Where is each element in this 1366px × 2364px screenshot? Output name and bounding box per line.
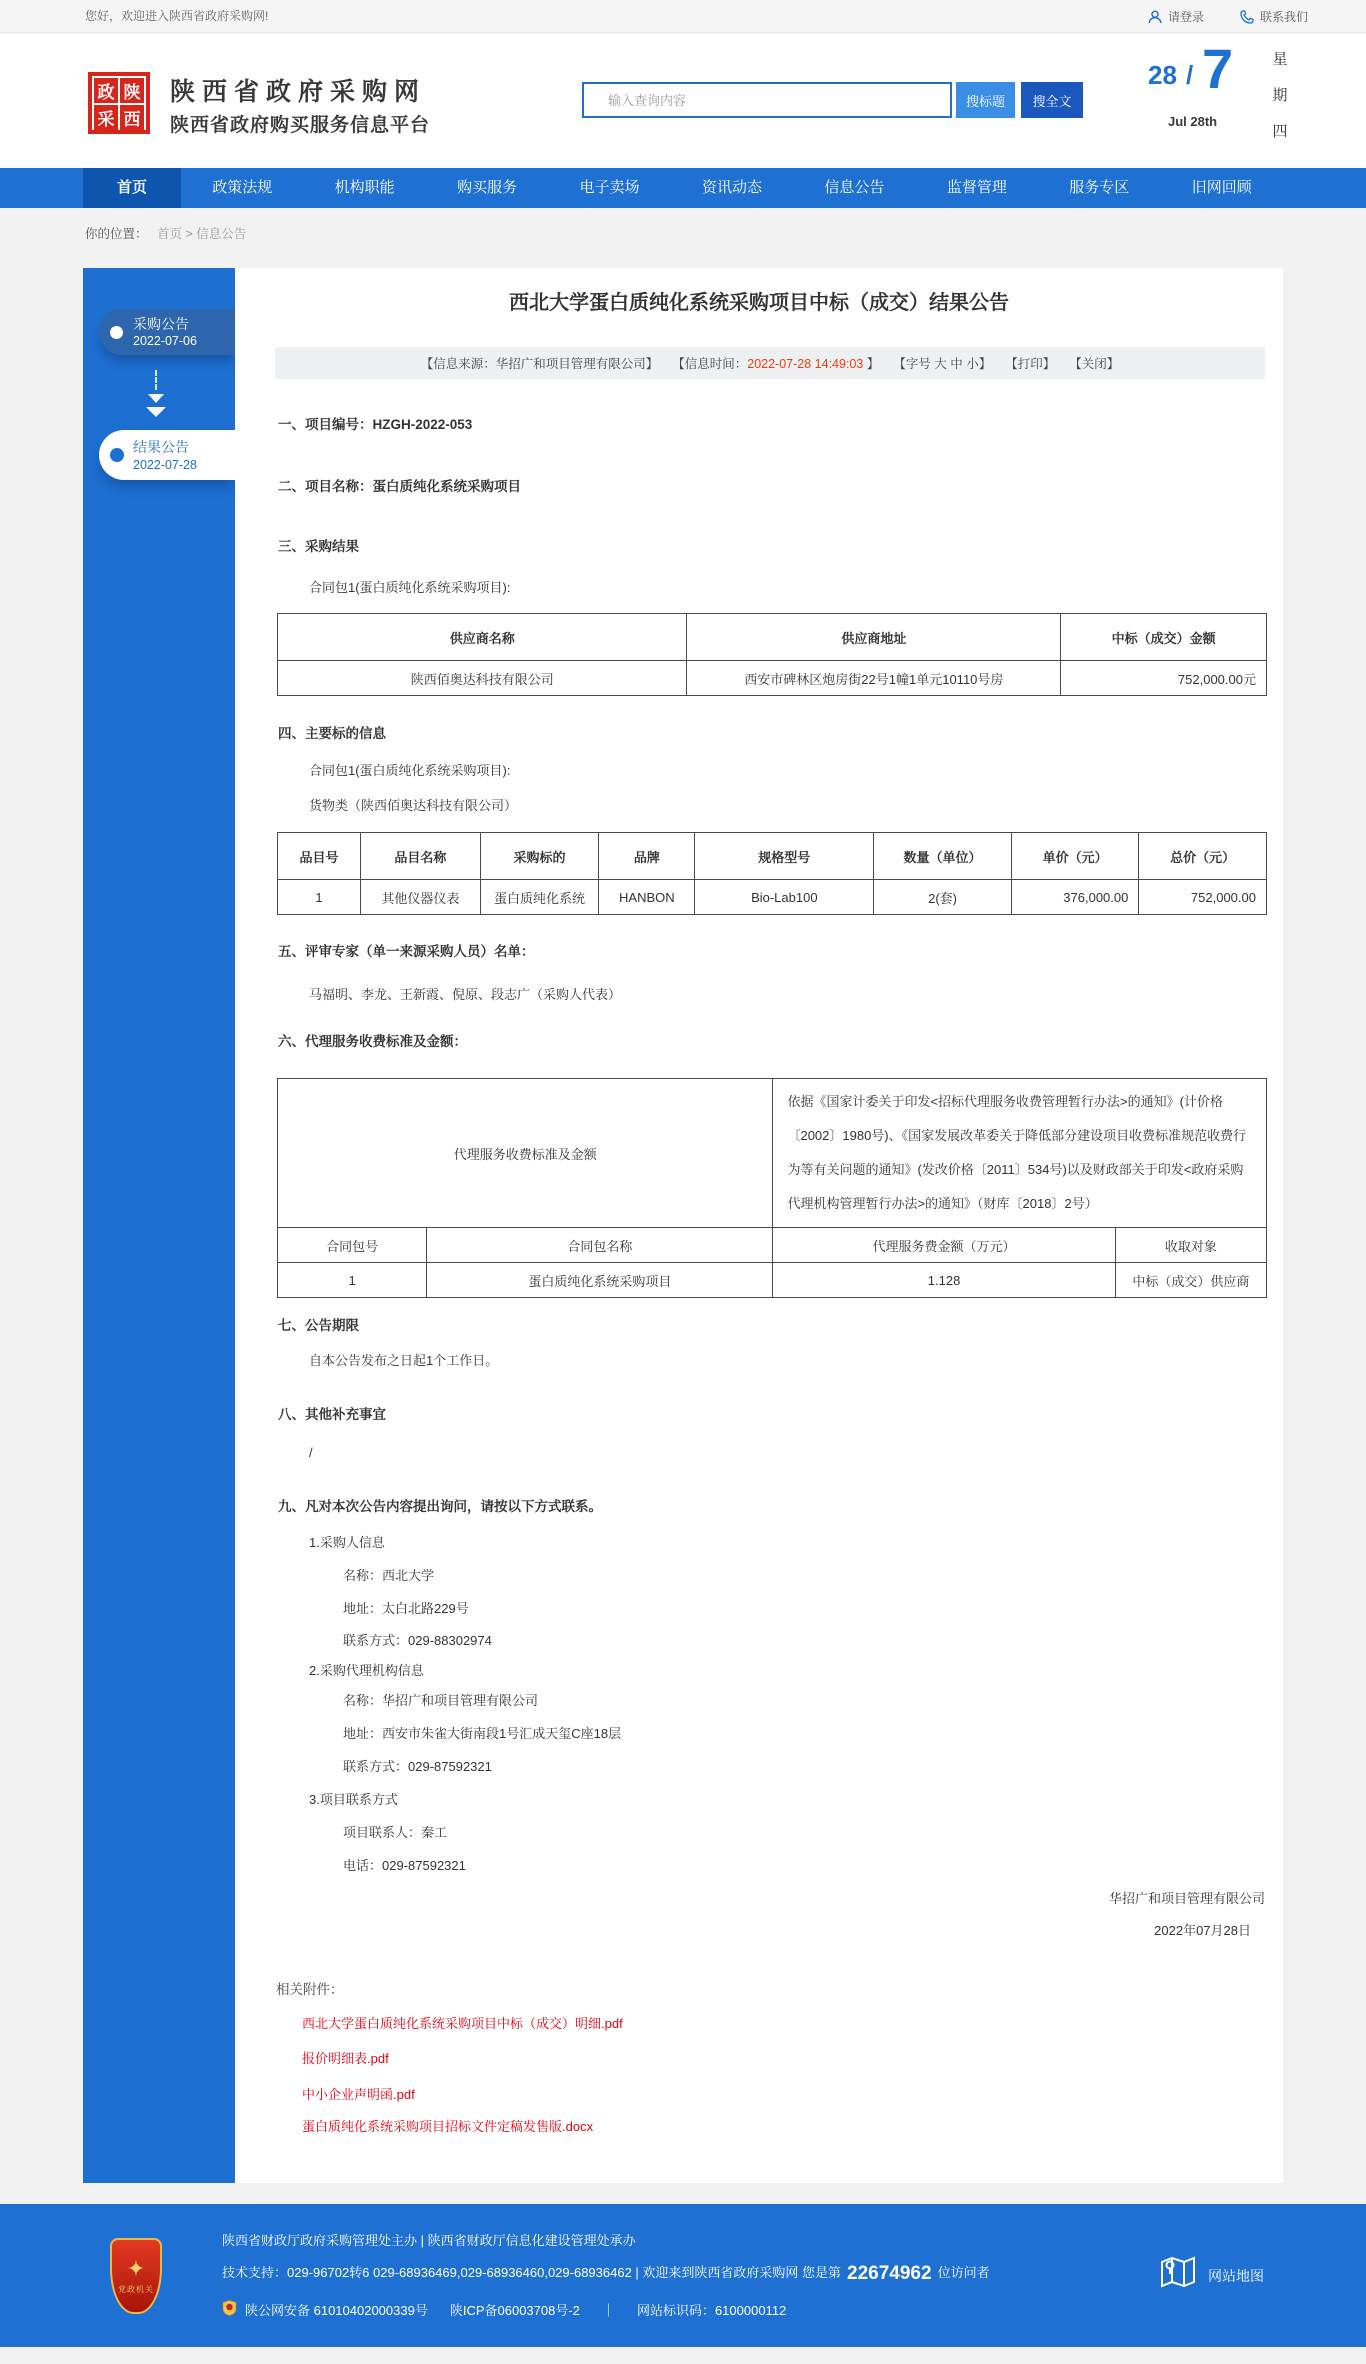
topbar-right xyxy=(1148,0,1308,33)
weekday-vertical xyxy=(1272,42,1288,150)
weekday-char: 星 xyxy=(1272,51,1288,68)
sidebar-item-title: 采购公告 xyxy=(133,316,189,332)
phone-icon xyxy=(1240,10,1254,24)
project-contact-person: 项目联系人：秦工 xyxy=(343,1825,448,1840)
timeline-arrow-icon xyxy=(148,394,164,403)
purchaser-info-title: 1.采购人信息 xyxy=(309,1535,385,1550)
logo-char: 西 xyxy=(120,105,144,130)
icp-record-link[interactable]: 陕ICP备06003708号-2 xyxy=(449,2303,580,2318)
header-cell: 单价（元） xyxy=(1011,833,1139,880)
nav-item-e-marketplace[interactable]: 电子卖场 xyxy=(579,179,640,196)
cell-package-no: 1 xyxy=(278,1263,427,1298)
purchaser-phone: 联系方式：029-88302974 xyxy=(343,1633,492,1648)
weekday-char: 期 xyxy=(1272,87,1288,104)
agency-info-title: 2.采购代理机构信息 xyxy=(309,1663,424,1678)
table-row xyxy=(278,880,1267,915)
nav-item-service-zone[interactable]: 服务专区 xyxy=(1069,179,1130,196)
footer-registration-line xyxy=(222,2300,786,2319)
cell-fee-standard-basis: 依据《国家计委关于印发<招标代理服务收费管理暂行办法>的通知》(计价格〔2002〕1980号)、《国家发展改革委关于降低部分建设项目收费标准规范收费行为等有关问题的通知》(发改价格〔2011〕534号)以及财政部关于印发<政府采购代理机构管理暂行办法>的通知》（财库〔2018〕2号） xyxy=(773,1079,1267,1228)
header-cell: 数量（单位） xyxy=(874,833,1011,880)
sitemap-link[interactable]: 网站地图 xyxy=(1208,2268,1264,2284)
footer-organizer-line: 陕西省财政厅政府采购管理处主办 | 陕西省财政厅信息化建设管理处承办 xyxy=(222,2233,636,2248)
meta-time-prefix: 【信息时间： xyxy=(672,357,748,371)
header-cell: 收取对象 xyxy=(1115,1228,1266,1263)
content-panel xyxy=(235,268,1283,2183)
logo-seal xyxy=(94,78,144,128)
top-bar xyxy=(0,0,1366,33)
cell-award-amount: 752,000.00元 xyxy=(1061,661,1267,696)
main-nav xyxy=(0,168,1366,208)
attachment-link[interactable]: 西北大学蛋白质纯化系统采购项目中标（成交）明细.pdf xyxy=(302,2016,623,2031)
project-contact-phone: 电话：029-87592321 xyxy=(343,1858,466,1873)
login-label: 请登录 xyxy=(1167,10,1204,24)
search-title-button[interactable]: 搜标题 xyxy=(956,82,1015,118)
sitemap-icon[interactable] xyxy=(1158,2252,1198,2297)
footer-tech-prefix: 技术支持：029-96702转6 029-68936469,029-68936460,029-68936462 | 欢迎来到陕西省政府采购网 您是第 xyxy=(222,2265,842,2280)
main-nav-inner xyxy=(83,168,1283,208)
nav-item-home[interactable]: 首页 xyxy=(83,168,181,208)
table-row xyxy=(278,661,1267,696)
table-header-row xyxy=(278,1228,1267,1263)
timeline-dot-icon xyxy=(110,326,123,339)
logo-char: 陕 xyxy=(120,78,144,103)
section-9-heading: 九、凡对本次公告内容提出询问，请按以下方式联系。 xyxy=(278,1499,602,1514)
site-title: 陕西省政府采购网 xyxy=(170,78,427,106)
meta-time xyxy=(672,354,879,372)
section-7-text: 自本公告发布之日起1个工作日。 xyxy=(309,1353,499,1368)
section-8-heading: 八、其他补充事宜 xyxy=(278,1407,386,1422)
close-button[interactable]: 【关闭】 xyxy=(1069,357,1120,371)
font-size-controls[interactable]: 【字号 大 中 小】 xyxy=(893,357,992,371)
attachments-label: 相关附件： xyxy=(276,1982,344,1997)
table-header-row xyxy=(278,614,1267,661)
supplier-result-table xyxy=(277,613,1267,696)
nav-item-policies[interactable]: 政策法规 xyxy=(212,179,273,196)
table-row xyxy=(278,1263,1267,1298)
nav-item-purchase-services[interactable]: 购买服务 xyxy=(457,179,518,196)
date-month-big: 7 xyxy=(1202,37,1234,100)
logo-char: 采 xyxy=(94,105,118,130)
breadcrumb-home[interactable]: 首页 xyxy=(157,227,183,241)
user-icon xyxy=(1148,10,1162,24)
table-header-row xyxy=(278,833,1267,880)
article-meta-bar xyxy=(275,347,1265,379)
emblem-flame-icon: ✦ xyxy=(126,2255,146,2281)
date-day: 28 xyxy=(1148,60,1177,90)
section-6-heading: 六、代理服务收费标准及金额： xyxy=(278,1034,467,1049)
project-contact-title: 3.项目联系方式 xyxy=(309,1792,398,1807)
header-cell: 采购标的 xyxy=(480,833,599,880)
purchaser-address: 地址：太白北路229号 xyxy=(343,1601,469,1616)
sidebar-item-result-notice[interactable] xyxy=(99,430,235,480)
meta-time-value: 2022-07-28 14:49:03 xyxy=(747,357,864,371)
header-cell: 规格型号 xyxy=(695,833,874,880)
meta-source: 【信息来源：华招广和项目管理有限公司】 xyxy=(420,357,659,371)
footer-divider: ｜ xyxy=(601,2303,615,2318)
site-code: 网站标识码：6100000112 xyxy=(636,2303,787,2318)
breadcrumb-current[interactable]: 信息公告 xyxy=(196,227,247,241)
sidebar-item-title: 结果公告 xyxy=(133,439,189,455)
item-detail-table xyxy=(277,832,1267,915)
nav-item-functions[interactable]: 机构职能 xyxy=(334,179,395,196)
signature-company: 华招广和项目管理有限公司 xyxy=(1108,1891,1265,1906)
cell-supplier-address: 西安市碑林区炮房街22号1幢1单元10110号房 xyxy=(687,661,1061,696)
date-english: Jul 28th xyxy=(1168,114,1218,129)
sidebar-item-date: 2022-07-28 xyxy=(133,458,197,472)
search-fulltext-button[interactable]: 搜全文 xyxy=(1021,82,1083,118)
site-header xyxy=(0,34,1366,168)
sidebar-item-procurement-notice[interactable] xyxy=(99,309,235,355)
breadcrumb-separator: > xyxy=(185,227,193,241)
breadcrumb-label: 你的位置： xyxy=(85,227,148,241)
weekday-char: 四 xyxy=(1272,123,1288,140)
cell-model: Bio-Lab100 xyxy=(695,880,874,915)
cell-fee-amount: 1.128 xyxy=(773,1263,1115,1298)
sidebar-item-date: 2022-07-06 xyxy=(133,334,197,348)
section-5-heading: 五、评审专家（单一来源采购人员）名单： xyxy=(278,944,535,959)
cell-unit-price: 376,000.00 xyxy=(1011,880,1139,915)
section-3-package: 合同包1(蛋白质纯化系统采购项目): xyxy=(309,580,511,595)
attachment-link[interactable]: 蛋白质纯化系统采购项目招标文件定稿发售版.docx xyxy=(302,2119,594,2134)
police-badge-icon xyxy=(222,2300,237,2319)
attachment-link[interactable]: 报价明细表.pdf xyxy=(302,2051,389,2066)
police-record-link[interactable]: 陕公网安备 61010402000339号 xyxy=(245,2303,428,2318)
table-merged-row xyxy=(278,1079,1267,1228)
breadcrumb xyxy=(85,224,246,242)
government-emblem-icon xyxy=(110,2238,162,2314)
header-cell: 品牌 xyxy=(599,833,695,880)
section-1-heading: 一、项目编号：HZGH-2022-053 xyxy=(278,417,473,432)
timeline-arrow-icon xyxy=(146,407,166,417)
header-cell: 供应商地址 xyxy=(687,614,1061,661)
timeline-arrow-line xyxy=(155,370,157,390)
purchaser-name: 名称：西北大学 xyxy=(343,1568,435,1583)
agency-address: 地址：西安市朱雀大街南段1号汇成天玺C座18层 xyxy=(343,1726,622,1741)
welcome-text: 您好，欢迎进入陕西省政府采购网! xyxy=(85,9,269,23)
attachment-link[interactable]: 中小企业声明函.pdf xyxy=(302,2087,415,2102)
login-link[interactable] xyxy=(1148,8,1204,25)
site-logo[interactable] xyxy=(88,72,150,134)
header-cell: 总价（元） xyxy=(1139,833,1267,880)
header-cell: 合同包名称 xyxy=(427,1228,773,1263)
print-button[interactable]: 【打印】 xyxy=(1005,357,1056,371)
cell-quantity: 2(套) xyxy=(874,880,1011,915)
cell-brand: HANBON xyxy=(599,880,695,915)
section-5-experts: 马福明、李龙、王新霞、倪原、段志广（采购人代表） xyxy=(309,987,622,1002)
section-2-heading: 二、项目名称：蛋白质纯化系统采购项目 xyxy=(278,479,521,494)
header-cell: 代理服务费金额（万元） xyxy=(773,1228,1115,1263)
section-7-heading: 七、公告期限 xyxy=(278,1318,359,1333)
header-cell: 品目名称 xyxy=(361,833,481,880)
nav-item-old-site[interactable]: 旧网回顾 xyxy=(1191,179,1252,196)
timeline-dot-icon xyxy=(110,448,124,462)
contact-label: 联系我们 xyxy=(1259,10,1308,24)
date-separator: / xyxy=(1186,60,1194,90)
contact-link[interactable] xyxy=(1240,8,1308,25)
search-input[interactable] xyxy=(582,82,952,118)
article-title: 西北大学蛋白质纯化系统采购项目中标（成交）结果公告 xyxy=(509,292,1009,314)
nav-item-announcements[interactable]: 信息公告 xyxy=(824,179,885,196)
nav-item-supervision[interactable]: 监督管理 xyxy=(946,179,1007,196)
signature-date: 2022年07月28日 xyxy=(1154,1923,1251,1938)
section-4-package: 合同包1(蛋白质纯化系统采购项目): xyxy=(309,763,511,778)
site-footer xyxy=(0,2204,1366,2347)
cell-procurement-target: 蛋白质纯化系统 xyxy=(480,880,599,915)
section-4-heading: 四、主要标的信息 xyxy=(278,726,386,741)
section-3-heading: 三、采购结果 xyxy=(278,539,359,554)
timeline-sidebar xyxy=(83,268,235,2183)
cell-package-name: 蛋白质纯化系统采购项目 xyxy=(427,1263,773,1298)
header-cell: 合同包号 xyxy=(278,1228,427,1263)
footer-tech-suffix: 位访问者 xyxy=(937,2265,990,2280)
cell-item-no: 1 xyxy=(278,880,361,915)
footer-tech-support-line xyxy=(222,2262,990,2285)
cell-fee-payer: 中标（成交）供应商 xyxy=(1115,1263,1266,1298)
meta-time-suffix: 】 xyxy=(863,357,880,371)
cell-item-name: 其他仪器仪表 xyxy=(361,880,481,915)
header-cell: 中标（成交）金额 xyxy=(1061,614,1267,661)
agency-phone: 联系方式：029-87592321 xyxy=(343,1759,492,1774)
cell-fee-standard-label: 代理服务收费标准及金额 xyxy=(278,1079,773,1228)
emblem-label: 党政机关 xyxy=(118,2284,154,2294)
section-8-text: / xyxy=(309,1445,313,1460)
nav-item-news[interactable]: 资讯动态 xyxy=(701,179,762,196)
cell-supplier-name: 陕西佰奥达科技有限公司 xyxy=(278,661,687,696)
section-4-category: 货物类（陕西佰奥达科技有限公司） xyxy=(309,798,518,813)
site-subtitle: 陕西省政府购买服务信息平台 xyxy=(170,115,431,136)
agency-name: 名称：华招广和项目管理有限公司 xyxy=(343,1693,539,1708)
header-cell: 供应商名称 xyxy=(278,614,687,661)
cell-total-price: 752,000.00 xyxy=(1139,880,1267,915)
visitor-count: 22674962 xyxy=(847,2263,932,2284)
agency-fee-table xyxy=(277,1078,1267,1298)
logo-char: 政 xyxy=(94,78,118,103)
header-cell: 品目号 xyxy=(278,833,361,880)
